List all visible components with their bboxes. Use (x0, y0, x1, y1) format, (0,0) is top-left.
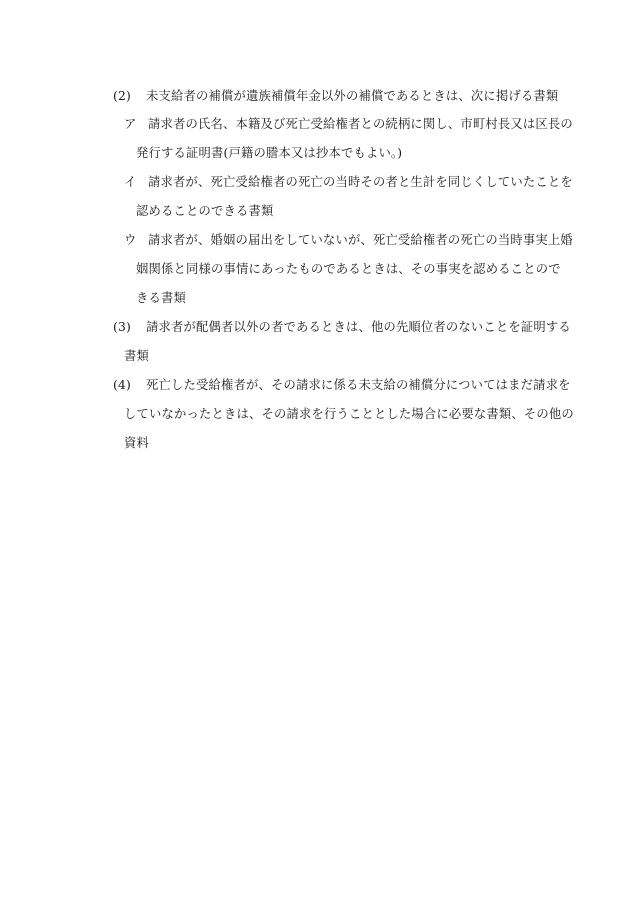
item-2a-mark: ア (124, 117, 137, 131)
item-2a-line-1 (124, 116, 573, 132)
item-3-line-1 (113, 319, 571, 335)
item-2-line-1 (113, 88, 558, 104)
item-4-line-3 (124, 435, 149, 451)
item-2-text-1: 未支給者の補償が遺族補償年金以外の補償であるときは、次に掲げる書類 (146, 89, 559, 103)
item-4-text-3: 資料 (124, 436, 149, 450)
item-4-text-1: 死亡した受給権者が、その請求に係る未支給の補償分についてはまだ請求を (146, 378, 571, 392)
item-4-line-2 (124, 406, 574, 422)
item-2a-text-2: 発行する証明書(戸籍の謄本又は抄本でもよい。) (136, 146, 403, 160)
item-3-mark: (3) (113, 320, 132, 334)
item-2u-text-3: きる書類 (136, 291, 186, 305)
item-2-mark: (2) (113, 89, 132, 103)
item-3-line-2 (124, 348, 149, 364)
item-2i-line-1 (124, 174, 573, 190)
item-2u-line-3 (136, 290, 186, 306)
item-2u-text-1: 請求者が、婚姻の届出をしていないが、死亡受給権者の死亡の当時事実上婚 (148, 233, 573, 247)
item-2a-text-1: 請求者の氏名、本籍及び死亡受給権者との続柄に関し、市町村長又は区長の (148, 117, 573, 131)
item-4-text-2: していなかったときは、その請求を行うこととした場合に必要な書類、その他の (124, 407, 574, 421)
item-2u-line-1 (124, 232, 573, 248)
item-2u-line-2 (136, 261, 561, 277)
item-4-mark: (4) (113, 378, 132, 392)
item-2a-line-2 (136, 145, 402, 161)
item-2i-text-1: 請求者が、死亡受給権者の死亡の当時その者と生計を同じくしていたことを (148, 175, 573, 189)
item-3-text-2: 書類 (124, 349, 149, 363)
item-3-text-1: 請求者が配偶者以外の者であるときは、他の先順位者のないことを証明する (146, 320, 571, 334)
item-2i-text-2: 認めることのできる書類 (136, 204, 274, 218)
item-2u-text-2: 姻関係と同様の事情にあったものであるときは、その事実を認めることので (136, 262, 561, 276)
item-2i-line-2 (136, 203, 273, 219)
item-4-line-1 (113, 377, 571, 393)
item-2i-mark: イ (124, 175, 137, 189)
item-2u-mark: ウ (124, 233, 137, 247)
